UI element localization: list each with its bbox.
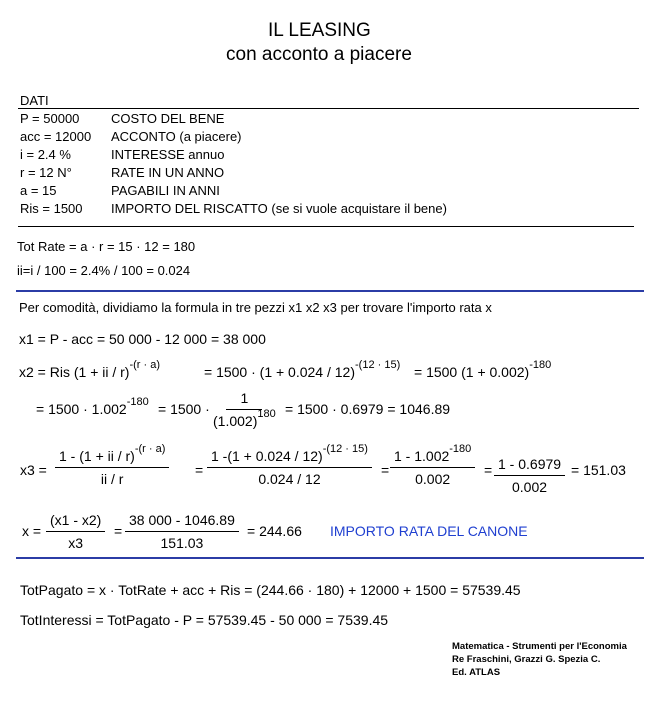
dati-desc: COSTO DEL BENE: [111, 111, 225, 126]
fraction-denominator: 0.002: [415, 471, 451, 487]
dati-desc: ACCONTO (a piacere): [111, 129, 242, 144]
dati-desc: PAGABILI IN ANNI: [111, 183, 220, 198]
ii-line: ii=i / 100 = 2.4% / 100 = 0.024: [17, 263, 191, 278]
divider: [16, 290, 644, 292]
tot-interessi-line: TotInteressi = TotPagato - P = 57539.45 - 50 000 = 7539.45: [20, 612, 389, 628]
fraction: [207, 443, 372, 487]
fraction: [494, 456, 565, 495]
divider: [16, 557, 644, 559]
fraction-denominator: 0.002: [512, 479, 548, 495]
x2-formula-part: [36, 396, 149, 417]
equals-sign: =: [195, 462, 204, 478]
x2-formula-part: = 1500 ·: [158, 401, 210, 417]
numerator-expr: 1 - (1 + ii / r): [59, 448, 135, 464]
fraction-denominator: 151.03: [160, 535, 204, 551]
fraction: [213, 390, 276, 429]
divider: [18, 226, 634, 227]
credit-line: Matematica - Strumenti per l'Economia: [452, 641, 627, 652]
exponent: -(r · a): [134, 443, 166, 455]
x3-label: x3 =: [20, 462, 47, 478]
result-caption: IMPORTO RATA DEL CANONE: [330, 523, 528, 539]
exponent: -180: [126, 396, 149, 408]
fraction-denominator: ii / r: [100, 471, 124, 487]
x-label: x =: [22, 523, 42, 539]
page-title: IL LEASING: [268, 20, 371, 41]
exponent: -(12 · 15): [322, 443, 368, 455]
fraction-numerator: 38 000 - 1046.89: [125, 512, 239, 532]
tot-rate-line: Tot Rate = a · r = 15 · 12 = 180: [17, 239, 196, 254]
x2-expr: = 1500 (1 + 0.002): [414, 364, 530, 380]
x3-result: = 151.03: [571, 462, 626, 478]
fraction-denominator: [213, 410, 276, 429]
x2-formula-part: [414, 359, 552, 380]
numerator-expr: 1 -(1 + 0.024 / 12): [211, 448, 323, 464]
page-subtitle: con acconto a piacere: [226, 44, 412, 65]
denominator-expr: (1.002): [213, 413, 258, 429]
x2-formula-part: [204, 359, 401, 380]
divider: [18, 108, 639, 109]
fraction: [46, 512, 105, 551]
tot-pagato-line: TotPagato = x · TotRate + acc + Ris = (244.66 · 180) + 12000 + 1500 = 57539.45: [20, 582, 521, 598]
fraction-numerator: 1: [226, 390, 262, 410]
fraction: [390, 443, 475, 487]
fraction-numerator: [390, 443, 475, 468]
fraction: [125, 512, 239, 551]
x2-expr: x2 = Ris (1 + ii / r): [19, 364, 130, 380]
fraction-numerator: [55, 443, 169, 468]
x2-expr: = 1500 · (1 + 0.024 / 12): [204, 364, 355, 380]
numerator-expr: 1 - 1.002: [394, 448, 450, 464]
exponent: -(r · a): [129, 359, 161, 371]
fraction: [55, 443, 169, 487]
dati-var: r = 12 N°: [20, 165, 72, 180]
dati-desc: IMPORTO DEL RISCATTO (se si vuole acquistare il bene): [111, 201, 447, 216]
dati-desc: RATE IN UN ANNO: [111, 165, 225, 180]
equals-sign: =: [484, 462, 493, 478]
dati-desc: INTERESSE annuo: [111, 147, 225, 162]
dati-var: P = 50000: [20, 111, 80, 126]
x2-expr: = 1500 · 1.002: [36, 401, 127, 417]
fraction-numerator: [207, 443, 372, 468]
x1-formula: x1 = P - acc = 50 000 - 12 000 = 38 000: [19, 331, 266, 347]
equals-sign: =: [381, 462, 390, 478]
dati-var: i = 2.4 %: [20, 147, 71, 162]
exponent: -(12 · 15): [355, 359, 401, 371]
dati-var: acc = 12000: [20, 129, 92, 144]
fraction-numerator: 1 - 0.6979: [494, 456, 565, 476]
exponent: -180: [529, 359, 552, 371]
fraction-denominator: x3: [68, 535, 84, 551]
x2-formula-part: = 1500 · 0.6979 = 1046.89: [285, 401, 451, 417]
intro-text: Per comodità, dividiamo la formula in tre pezzi x1 x2 x3 per trovare l'importo rata x: [19, 300, 492, 315]
credit-line: Ed. ATLAS: [452, 667, 501, 678]
credit-line: Re Fraschini, Grazzi G. Spezia C.: [452, 654, 601, 665]
exponent: -180: [449, 443, 472, 455]
exponent: 180: [257, 408, 276, 420]
dati-var: a = 15: [20, 183, 57, 198]
dati-var: Ris = 1500: [20, 201, 83, 216]
x-result: = 244.66: [247, 523, 302, 539]
fraction-denominator: 0.024 / 12: [258, 471, 321, 487]
fraction-numerator: (x1 - x2): [46, 512, 105, 532]
equals-sign: =: [114, 523, 123, 539]
dati-heading: DATI: [20, 93, 49, 108]
x2-formula-part: [19, 359, 161, 380]
